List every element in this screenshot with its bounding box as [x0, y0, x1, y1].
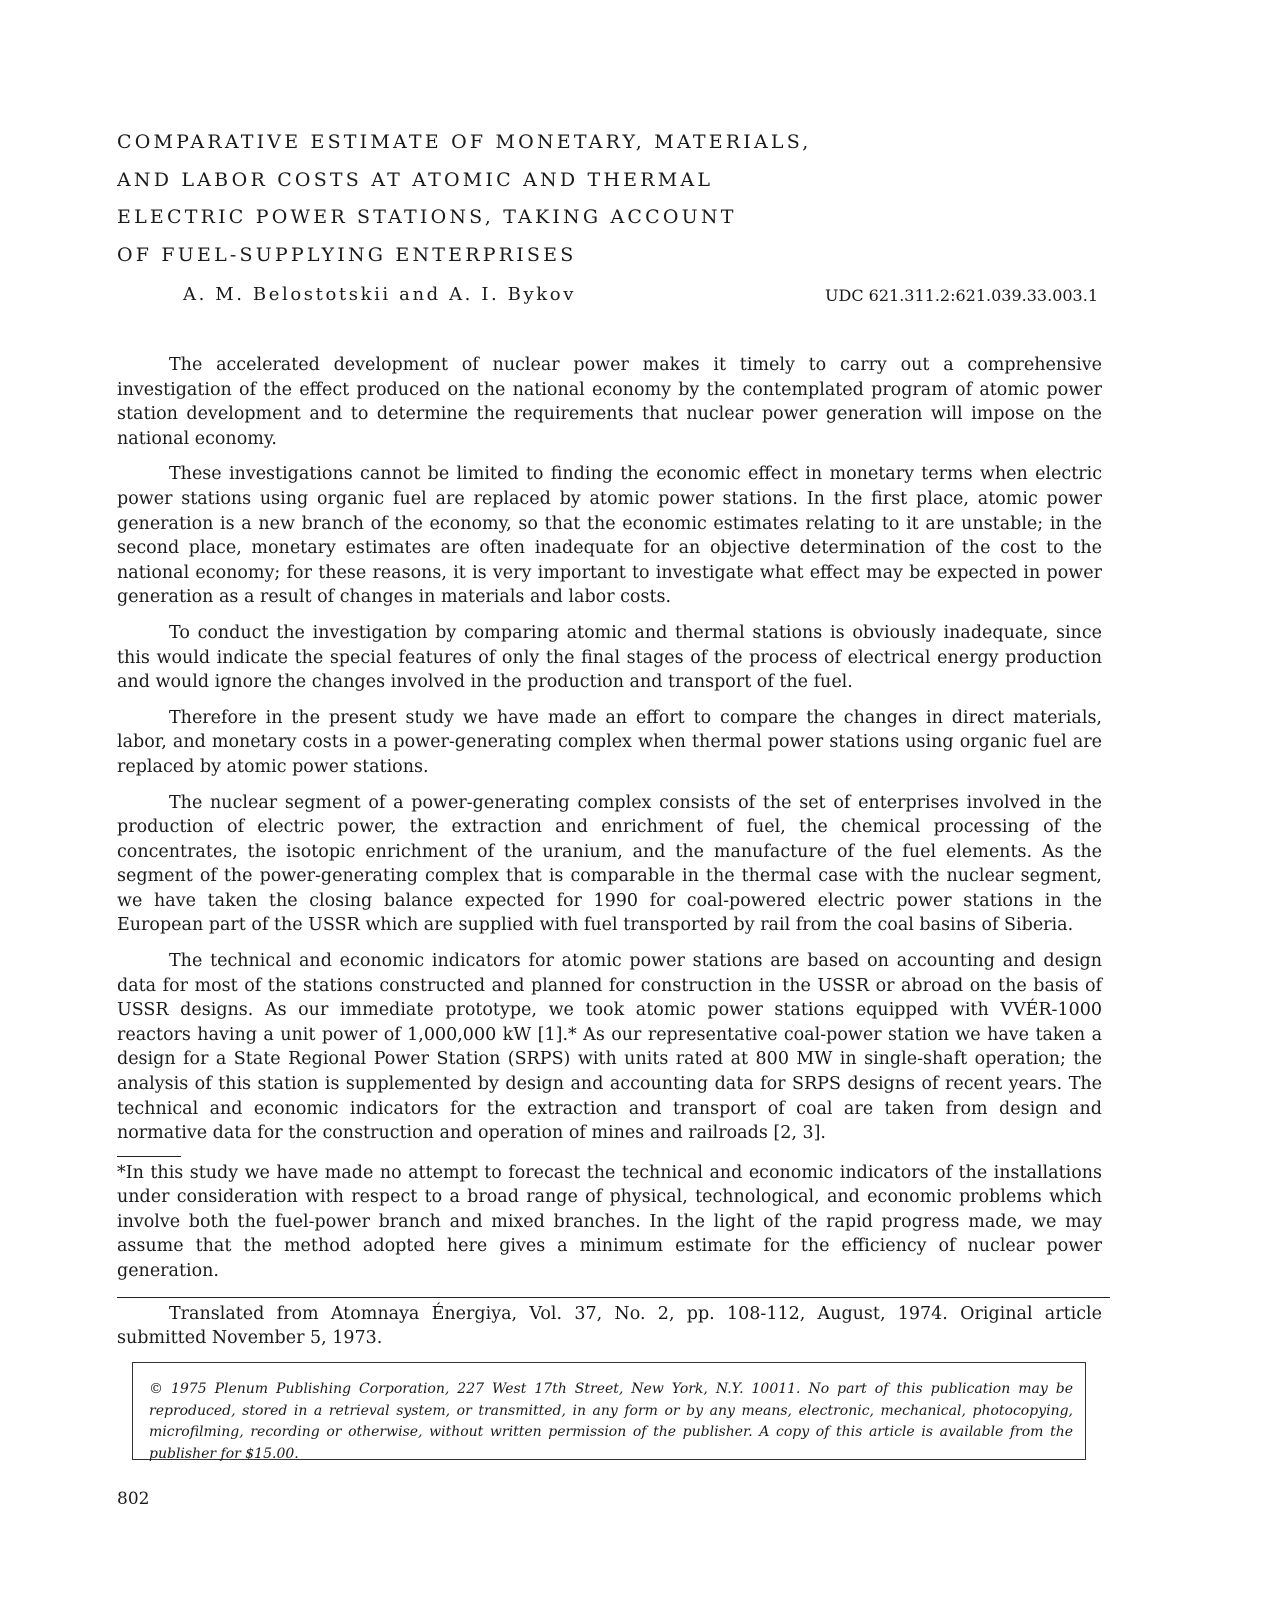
body-paragraph: The technical and economic indicators for atomic power stations are based on accounting and design data for most of the stations constructed and planned for construction in the USSR or abroad on the basis of USSR designs. As our immediate prototype, we took atomic power stations equipped with VVÉR-1000 reactors having a unit power of 1,000,000 kW [1].* As our representative coal-power station we have taken a design for a State Regional Power Station (SRPS) with units rated at 800 MW in single-shaft operation; the analysis of this station is supplemented by design and accounting data for SRPS designs of recent years. The technical and economic indicators for the extraction and transport of coal are taken from design and normative data for the construction and operation of mines and railroads [2, 3].: [117, 951, 1102, 1144]
article-title: [117, 124, 1017, 274]
title-line: AND LABOR COSTS AT ATOMIC AND THERMAL: [117, 168, 714, 191]
footnote: *In this study we have made no attempt to forecast the technical and economic indicators of the installations under consideration with respect to a broad range of physical, technological, and economic problems which involve both the fuel-power branch and mixed branches. In the light of the rapid progress made, we may assume that the method adopted here gives a minimum estimate for the efficiency of nuclear power generation.: [117, 1163, 1102, 1281]
copyright-box: © 1975 Plenum Publishing Corporation, 227 West 17th Street, New York, N.Y. 10011. No part of this publication may be reproduced, stored in a retrieval system, or transmitted, in any form or by any means, electronic, mechanical, photocopying, microfilming, recording or otherwise, without written permission of the publisher. A copy of this article is available from the publisher for $15.00.: [132, 1362, 1086, 1460]
body-paragraph: Therefore in the present study we have made an effort to compare the changes in direct materials, labor, and monetary costs in a power-generating complex when thermal power stations using organic fuel are replaced by atomic power stations.: [117, 707, 1102, 777]
body-paragraph: The accelerated development of nuclear power makes it timely to carry out a comprehensive investigation of the effect produced on the national economy by the contemplated program of atomic power station development and to determine the requirements that nuclear power generation will impose on the national economy.: [117, 355, 1102, 449]
title-line: ELECTRIC POWER STATIONS, TAKING ACCOUNT: [117, 206, 737, 228]
title-line: OF FUEL-SUPPLYING ENTERPRISES: [117, 243, 577, 266]
article-body: [117, 353, 1102, 1157]
body-paragraph: To conduct the investigation by comparing atomic and thermal stations is obviously inadequate, since this would indicate the special features of only the final stages of the process of electrical energy production and would ignore the changes involved in the production and transport of the fuel.: [117, 622, 1102, 693]
title-line: COMPARATIVE ESTIMATE OF MONETARY, MATERIALS,: [117, 131, 812, 153]
author-line: A. M. Belostotskii and A. I. Bykov: [183, 284, 576, 305]
body-paragraph: The nuclear segment of a power-generating complex consists of the set of enterprises involved in the production of electric power, the extraction and enrichment of fuel, the chemical processing of the concentrates, the isotopic enrichment of the uranium, and the manufacture of the fuel elements. As the segment of the power-generating complex that is comparable in the thermal case with the nuclear segment, we have taken the closing balance expected for 1990 for coal-powered electric power stations in the European part of the USSR which are supplied with fuel transported by rail from the coal basins of Siberia.: [117, 792, 1102, 936]
translation-note: Translated from Atomnaya Énergiya, Vol. 37, No. 2, pp. 108-112, August, 1974. Original article submitted November 5, 1973.: [117, 1304, 1102, 1349]
page-number: 802: [117, 1489, 150, 1509]
body-paragraph: These investigations cannot be limited to finding the economic effect in monetary terms when electric power stations using organic fuel are replaced by atomic power stations. In the first place, atomic power generation is a new branch of the economy, so that the economic estimates relating to it are unstable; in the second place, monetary estimates are often inadequate for an objective determination of the cost to the national economy; for these reasons, it is very important to investigate what effect may be expected in power generation as a result of changes in materials and labor costs.: [117, 464, 1102, 608]
udc-code: UDC 621.311.2:621.039.33.003.1: [825, 286, 1098, 305]
footnote-divider: [117, 1156, 181, 1157]
translation-divider: [117, 1297, 1110, 1298]
